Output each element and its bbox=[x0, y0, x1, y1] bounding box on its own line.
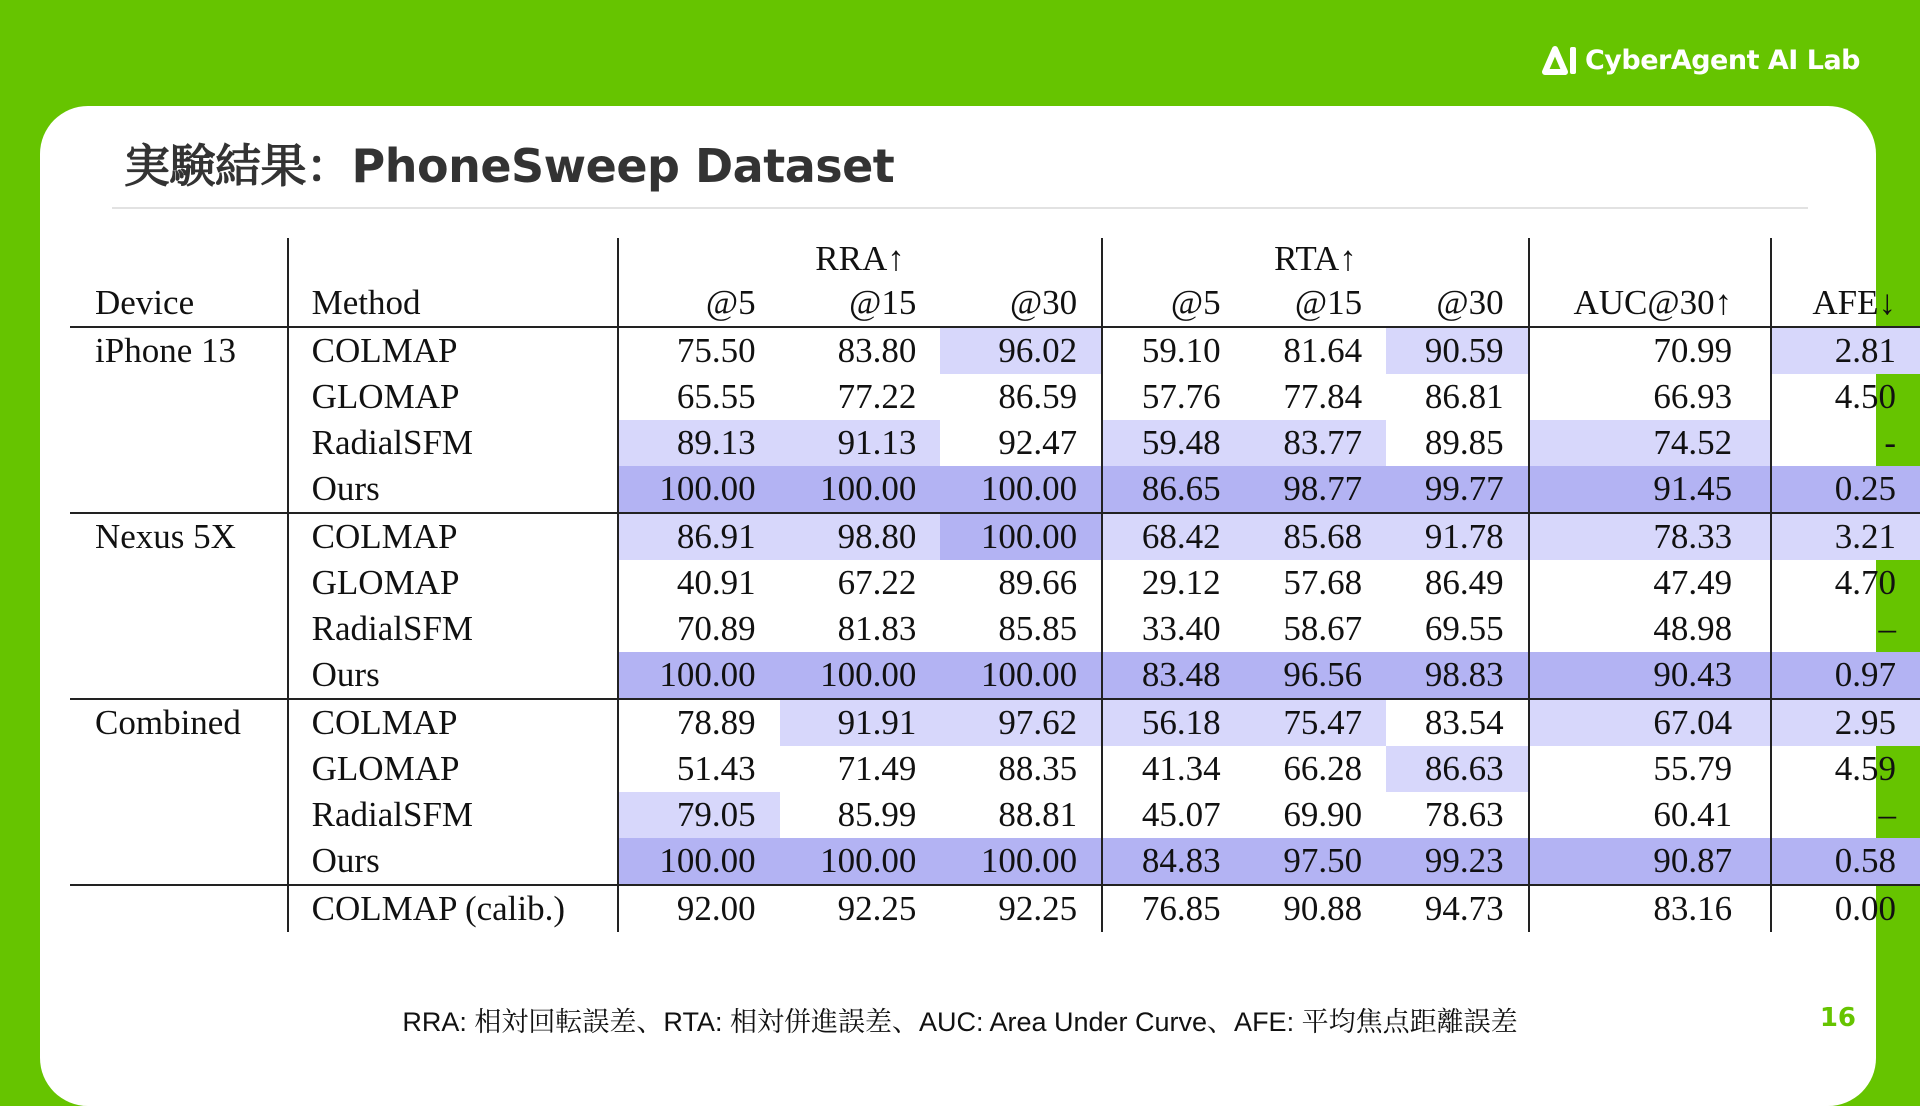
device-cell bbox=[70, 652, 288, 699]
method-cell: RadialSFM bbox=[288, 420, 618, 466]
value-cell: 83.48 bbox=[1102, 652, 1244, 699]
device-cell bbox=[70, 885, 288, 932]
results-table bbox=[70, 238, 1920, 932]
value-cell: 79.05 bbox=[618, 792, 780, 838]
value-cell: 55.79 bbox=[1529, 746, 1771, 792]
value-cell: 2.81 bbox=[1771, 327, 1920, 374]
value-cell: 45.07 bbox=[1102, 792, 1244, 838]
value-cell: 57.68 bbox=[1283, 563, 1363, 602]
value-cell: 86.63 bbox=[1386, 746, 1528, 792]
value-cell: 89.85 bbox=[1424, 423, 1504, 462]
brand-name: CyberAgent AI Lab bbox=[1584, 44, 1860, 76]
value-cell: 68.42 bbox=[1102, 513, 1244, 560]
value-cell: 51.43 bbox=[618, 746, 780, 792]
value-cell: 81.64 bbox=[1283, 331, 1363, 370]
group-header-rta: RTA↑ bbox=[1102, 238, 1528, 280]
value-cell: 74.52 bbox=[1529, 420, 1771, 466]
column-header: @5 bbox=[1102, 280, 1244, 327]
column-header-row bbox=[70, 280, 1920, 327]
table-row bbox=[70, 466, 1920, 513]
value-cell: 71.49 bbox=[837, 749, 917, 788]
value-cell: 96.56 bbox=[1245, 652, 1386, 699]
device-cell bbox=[70, 606, 288, 652]
column-header: AUC@30↑ bbox=[1529, 280, 1771, 327]
table-row bbox=[70, 560, 1920, 606]
value-cell: 86.81 bbox=[1424, 377, 1504, 416]
method-cell: GLOMAP bbox=[288, 560, 618, 606]
value-cell: 66.28 bbox=[1283, 749, 1363, 788]
value-cell: 90.43 bbox=[1529, 652, 1771, 699]
value-cell: 88.81 bbox=[998, 795, 1078, 834]
value-cell: 60.41 bbox=[1529, 792, 1771, 838]
method-cell: Ours bbox=[288, 652, 618, 699]
method-cell: RadialSFM bbox=[288, 606, 618, 652]
device-cell bbox=[70, 838, 288, 885]
value-cell: 85.68 bbox=[1245, 513, 1386, 560]
value-cell: 41.34 bbox=[1102, 746, 1244, 792]
table-row bbox=[70, 420, 1920, 466]
value-cell: 67.04 bbox=[1529, 699, 1771, 746]
method-cell: Ours bbox=[288, 838, 618, 885]
value-cell: 97.50 bbox=[1245, 838, 1386, 885]
value-cell: 67.22 bbox=[837, 563, 917, 602]
value-cell: 98.77 bbox=[1245, 466, 1386, 513]
value-cell: 100.00 bbox=[940, 466, 1102, 513]
value-cell: 76.85 bbox=[1102, 885, 1244, 932]
value-cell: 4.50 bbox=[1771, 374, 1920, 420]
column-header: AFE↓ bbox=[1771, 280, 1920, 327]
title-divider bbox=[112, 207, 1808, 209]
value-cell: 78.89 bbox=[618, 699, 780, 746]
value-cell: 89.13 bbox=[618, 420, 780, 466]
value-cell: 89.66 bbox=[998, 563, 1078, 602]
table-row bbox=[70, 746, 1920, 792]
value-cell: 69.90 bbox=[1283, 795, 1363, 834]
value-cell: 66.93 bbox=[1529, 374, 1771, 420]
method-cell: Ours bbox=[288, 466, 618, 513]
device-cell: Combined bbox=[70, 699, 288, 746]
value-cell: 99.77 bbox=[1386, 466, 1528, 513]
column-header: Method bbox=[288, 280, 618, 327]
value-cell: 100.00 bbox=[780, 838, 941, 885]
value-cell: 100.00 bbox=[618, 466, 780, 513]
value-cell: 59.10 bbox=[1102, 327, 1244, 374]
table-row bbox=[70, 374, 1920, 420]
cyberagent-logo-icon bbox=[1541, 45, 1577, 75]
method-cell: COLMAP bbox=[288, 327, 618, 374]
column-header: @30 bbox=[1386, 280, 1528, 327]
value-cell: 85.99 bbox=[837, 795, 917, 834]
device-cell bbox=[70, 560, 288, 606]
method-cell: GLOMAP bbox=[288, 374, 618, 420]
column-header: @15 bbox=[1245, 280, 1386, 327]
value-cell: 85.85 bbox=[998, 609, 1078, 648]
value-cell: 90.88 bbox=[1245, 885, 1386, 932]
table-row bbox=[70, 699, 1920, 746]
table-row bbox=[70, 838, 1920, 885]
device-cell bbox=[70, 420, 288, 466]
method-cell: COLMAP bbox=[288, 699, 618, 746]
method-cell: RadialSFM bbox=[288, 792, 618, 838]
value-cell: 4.70 bbox=[1771, 560, 1920, 606]
page-number: 16 bbox=[1819, 1003, 1856, 1033]
table-row bbox=[70, 885, 1920, 932]
value-cell: 92.25 bbox=[940, 885, 1102, 932]
brand-logo bbox=[1541, 40, 1860, 80]
table-row bbox=[70, 606, 1920, 652]
group-header-rra: RRA↑ bbox=[618, 238, 1102, 280]
value-cell: 0.25 bbox=[1771, 466, 1920, 513]
device-cell bbox=[70, 792, 288, 838]
value-cell: 83.54 bbox=[1386, 699, 1528, 746]
table-row bbox=[70, 513, 1920, 560]
value-cell: 65.55 bbox=[618, 374, 780, 420]
method-cell: GLOMAP bbox=[288, 746, 618, 792]
value-cell: 2.95 bbox=[1771, 699, 1920, 746]
value-cell: 40.91 bbox=[618, 560, 780, 606]
value-cell: – bbox=[1771, 792, 1920, 838]
value-cell: 56.18 bbox=[1102, 699, 1244, 746]
value-cell: 77.22 bbox=[837, 377, 917, 416]
value-cell: 100.00 bbox=[940, 652, 1102, 699]
value-cell: 33.40 bbox=[1102, 606, 1244, 652]
value-cell: 91.78 bbox=[1386, 513, 1528, 560]
value-cell: 0.00 bbox=[1771, 885, 1920, 932]
value-cell: 86.65 bbox=[1102, 466, 1244, 513]
value-cell: 75.47 bbox=[1245, 699, 1386, 746]
column-header: @30 bbox=[940, 280, 1102, 327]
value-cell: 47.49 bbox=[1529, 560, 1771, 606]
device-cell bbox=[70, 374, 288, 420]
value-cell: 81.83 bbox=[837, 609, 917, 648]
value-cell: 90.59 bbox=[1386, 327, 1528, 374]
value-cell: 90.87 bbox=[1529, 838, 1771, 885]
value-cell: 91.13 bbox=[780, 420, 941, 466]
footnote: RRA: 相対回転誤差、RTA: 相対併進誤差、AUC: Area Under Curve、AFE: 平均焦点距離誤差 bbox=[402, 1007, 1518, 1037]
value-cell: 100.00 bbox=[780, 466, 941, 513]
value-cell: 99.23 bbox=[1386, 838, 1528, 885]
value-cell: 3.21 bbox=[1771, 513, 1920, 560]
value-cell: - bbox=[1771, 420, 1920, 466]
column-header: @5 bbox=[618, 280, 780, 327]
group-header-row bbox=[70, 238, 1920, 280]
table-row bbox=[70, 652, 1920, 699]
column-header: @15 bbox=[780, 280, 941, 327]
slide-title: 実験結果：PhoneSweep Dataset bbox=[124, 139, 895, 193]
value-cell: 0.58 bbox=[1771, 838, 1920, 885]
table-row bbox=[70, 792, 1920, 838]
value-cell: 100.00 bbox=[940, 513, 1102, 560]
value-cell: 48.98 bbox=[1529, 606, 1771, 652]
value-cell: 58.67 bbox=[1283, 609, 1363, 648]
value-cell: 92.25 bbox=[780, 885, 941, 932]
method-cell: COLMAP bbox=[288, 513, 618, 560]
value-cell: 4.59 bbox=[1771, 746, 1920, 792]
value-cell: 91.91 bbox=[780, 699, 941, 746]
value-cell: 92.47 bbox=[998, 423, 1078, 462]
value-cell: 70.99 bbox=[1529, 327, 1771, 374]
value-cell: 91.45 bbox=[1529, 466, 1771, 513]
value-cell: 98.80 bbox=[780, 513, 941, 560]
table-row bbox=[70, 327, 1920, 374]
value-cell: 78.33 bbox=[1529, 513, 1771, 560]
device-cell bbox=[70, 746, 288, 792]
value-cell: 86.59 bbox=[998, 377, 1078, 416]
value-cell: 78.63 bbox=[1424, 795, 1504, 834]
value-cell: 0.97 bbox=[1771, 652, 1920, 699]
device-cell: iPhone 13 bbox=[95, 331, 236, 370]
value-cell: 69.55 bbox=[1424, 609, 1504, 648]
value-cell: 29.12 bbox=[1102, 560, 1244, 606]
value-cell: 94.73 bbox=[1386, 885, 1528, 932]
value-cell: 98.83 bbox=[1386, 652, 1528, 699]
value-cell: 86.91 bbox=[618, 513, 780, 560]
value-cell: 77.84 bbox=[1283, 377, 1363, 416]
value-cell: – bbox=[1771, 606, 1920, 652]
column-header: Device bbox=[70, 280, 288, 327]
value-cell: 59.48 bbox=[1102, 420, 1244, 466]
value-cell: 92.00 bbox=[618, 885, 780, 932]
value-cell: 86.49 bbox=[1424, 563, 1504, 602]
value-cell: 57.76 bbox=[1102, 374, 1244, 420]
value-cell: 100.00 bbox=[940, 838, 1102, 885]
value-cell: 100.00 bbox=[618, 838, 780, 885]
value-cell: 84.83 bbox=[1102, 838, 1244, 885]
value-cell: 70.89 bbox=[618, 606, 780, 652]
device-cell: Nexus 5X bbox=[70, 513, 288, 560]
value-cell: 75.50 bbox=[618, 327, 780, 374]
value-cell: 97.62 bbox=[940, 699, 1102, 746]
method-cell: COLMAP (calib.) bbox=[288, 885, 618, 932]
value-cell: 83.77 bbox=[1245, 420, 1386, 466]
value-cell: 100.00 bbox=[618, 652, 780, 699]
value-cell: 88.35 bbox=[998, 749, 1078, 788]
value-cell: 100.00 bbox=[780, 652, 941, 699]
value-cell: 96.02 bbox=[940, 327, 1102, 374]
device-cell bbox=[70, 466, 288, 513]
value-cell: 83.16 bbox=[1529, 885, 1771, 932]
value-cell: 83.80 bbox=[837, 331, 917, 370]
